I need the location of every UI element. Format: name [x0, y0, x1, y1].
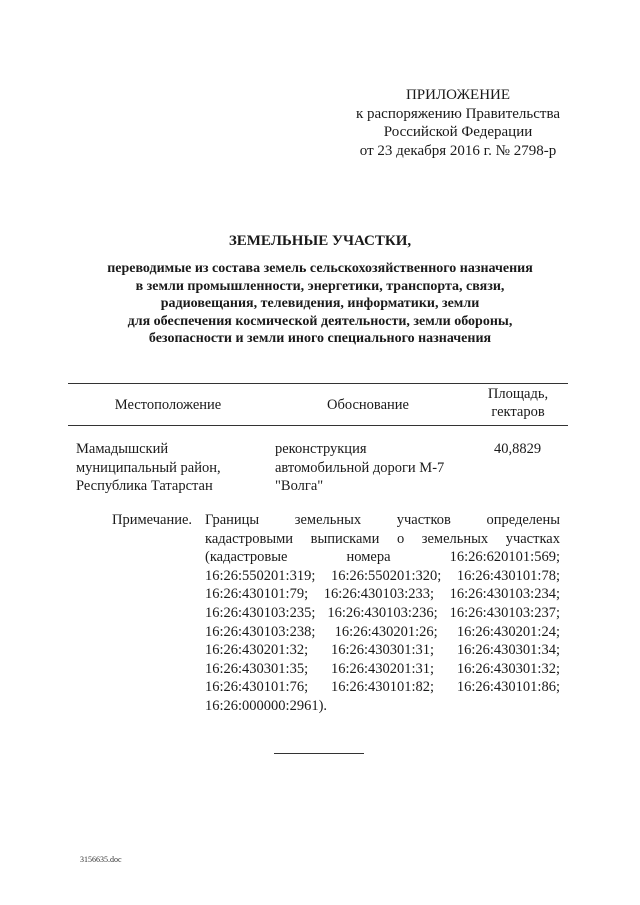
note-word: 16:26:430101:82; — [330, 679, 435, 696]
note-word: 16:26:430201:24; — [456, 623, 560, 640]
subtitle-line: в земли промышленности, энергетики, транспорта, связи, — [135, 278, 505, 294]
cell-location — [76, 440, 266, 496]
note-word: земельных — [294, 512, 362, 528]
note-line — [205, 511, 560, 530]
note-label: Примечание. — [112, 512, 193, 528]
subtitle-line: радиовещания, телевидения, информатики, земли — [160, 296, 480, 312]
document-title: ЗЕМЕЛЬНЫЕ УЧАСТКИ, — [228, 233, 412, 249]
note-word: 16:26:430101:86; — [456, 679, 560, 696]
note-line — [205, 641, 560, 660]
note-word: 16:26:000000:2961). — [205, 697, 328, 714]
note-word: кадастровыми — [205, 530, 294, 547]
note-line — [205, 660, 560, 679]
note-word: 16:26:620101:569; — [449, 549, 560, 566]
document-subtitle — [66, 260, 574, 348]
subtitle-line: для обеспечения космической деятельности, земли обороны, — [127, 313, 513, 329]
note-word: номера — [346, 549, 391, 566]
end-rule — [274, 753, 364, 754]
appendix-line-2: Российской Федерации — [383, 124, 533, 140]
table-top-rule — [68, 383, 568, 384]
note-line — [205, 678, 560, 697]
note-word: о — [396, 530, 405, 547]
note-line — [205, 585, 560, 604]
note-word: 16:26:430103:234; — [449, 586, 560, 603]
note-word: 16:26:430201:31; — [330, 660, 435, 677]
note-word: 16:26:430103:235; — [205, 604, 316, 621]
cell-basis — [275, 440, 465, 496]
footer-filename: 3156635.doc — [80, 855, 122, 864]
note-word: 16:26:550201:319; — [205, 567, 316, 584]
note-body — [205, 511, 560, 716]
appendix-block — [338, 86, 578, 160]
header-area-line-1: Площадь, — [487, 386, 549, 402]
note-word: участков — [396, 512, 451, 528]
note-word: 16:26:430201:32; — [205, 642, 309, 659]
note-word: определены — [486, 512, 560, 528]
cell-area: 40,8829 — [494, 441, 542, 457]
appendix-line-1: к распоряжению Правительства — [355, 105, 560, 122]
note-word: земельных — [421, 530, 489, 547]
note-word: 16:26:430301:35; — [205, 660, 309, 677]
header-area-line-2: гектаров — [491, 404, 545, 420]
note-word: 16:26:430301:34; — [456, 642, 560, 659]
note-line — [205, 697, 560, 716]
note-word: 16:26:430103:237; — [449, 604, 560, 621]
appendix-line-3: от 23 декабря 2016 г. № 2798-р — [359, 142, 557, 159]
note-word: участках — [505, 530, 560, 547]
note-word: 16:26:430101:76; — [205, 679, 309, 696]
header-location: Местоположение — [114, 397, 222, 413]
header-area — [468, 385, 568, 421]
cell-basis-line: автомобильной дороги М-7 — [275, 459, 445, 476]
note-word: (кадастровые — [205, 549, 288, 566]
note-word: 16:26:430103:233; — [323, 586, 435, 603]
note-word: Границы — [205, 512, 260, 528]
note-word: 16:26:430301:31; — [330, 642, 435, 659]
note-word: выписками — [310, 530, 380, 547]
note-word: 16:26:430301:32; — [456, 660, 560, 677]
subtitle-line: безопасности и земли иного специального назначения — [148, 331, 492, 347]
note-word: 16:26:430101:78; — [456, 567, 560, 584]
note-word: 16:26:550201:320; — [330, 567, 442, 584]
header-basis: Обоснование — [327, 397, 409, 413]
cell-location-line: Республика Татарстан — [76, 478, 213, 494]
note-word: 16:26:430103:238; — [205, 623, 316, 640]
note-word: 16:26:430103:236; — [327, 604, 438, 621]
note-line — [205, 567, 560, 586]
note-line — [205, 548, 560, 567]
note-line — [205, 530, 560, 549]
note-word: 16:26:430101:79; — [205, 586, 309, 603]
note-line — [205, 623, 560, 642]
cell-basis-line: реконструкция — [275, 441, 367, 457]
appendix-heading: ПРИЛОЖЕНИЕ — [405, 87, 511, 103]
note-line — [205, 604, 560, 623]
note-word: 16:26:430201:26; — [334, 623, 438, 640]
cell-location-line: муниципальный район, — [76, 459, 221, 476]
subtitle-line: переводимые из состава земель сельскохозяйственного назначения — [107, 261, 533, 276]
cell-location-line: Мамадышский — [76, 441, 169, 457]
table-header-rule — [68, 425, 568, 426]
cell-basis-line: "Волга" — [275, 478, 324, 494]
